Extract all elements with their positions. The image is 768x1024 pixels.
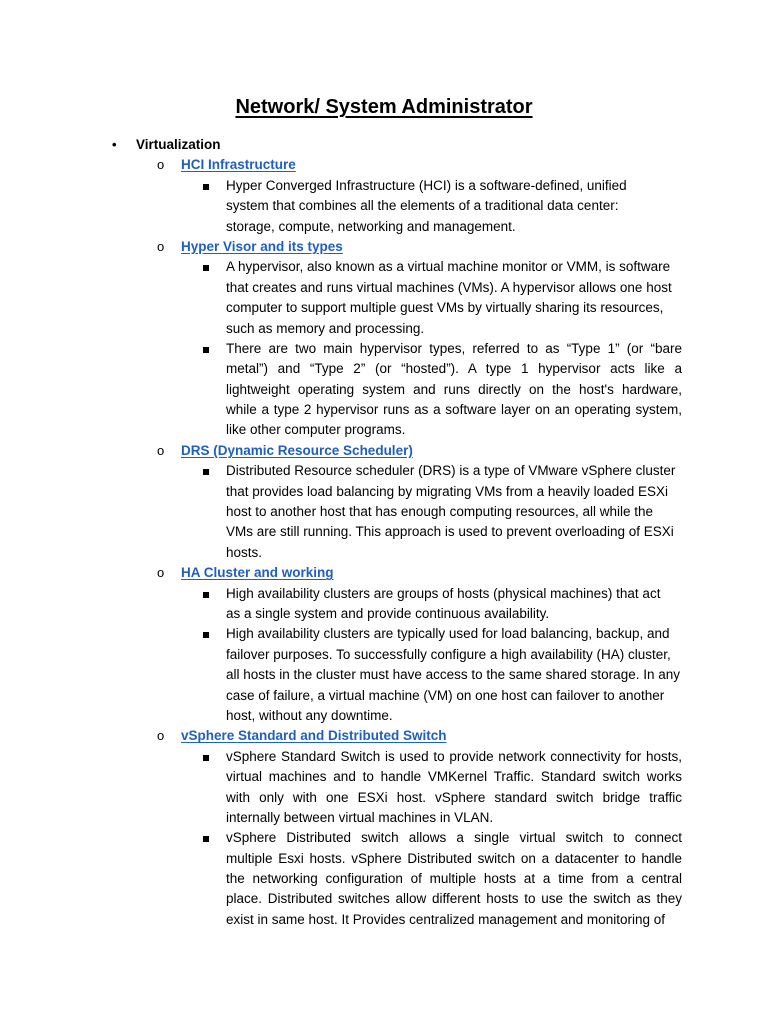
paragraph-line: A hypervisor, also known as a virtual machine monitor or VMM, is software [226,259,671,275]
bullet-item [112,747,682,829]
bullet-list [112,747,682,931]
paragraph-line: system that combines all the elements of a traditional data center: [226,198,619,214]
paragraph-line: internally between virtual machines in VLAN. [226,809,494,825]
square-bullet-icon [203,469,209,475]
paragraph-line: host to another host that has enough computing resources, all while the [226,504,654,520]
subsection-link[interactable]: DRS (Dynamic Resource Scheduler) [181,442,413,458]
subsection-heading [112,563,682,583]
bullet-item [112,257,682,339]
paragraph-line: metal”) and “Type 2” (or “hosted”). A type 1 hypervisor acts like a [226,361,682,377]
paragraph-line: High availability clusters are groups of hosts (physical machines) that act [226,585,661,601]
subsection-heading [112,237,682,257]
square-bullet-icon [203,836,209,842]
square-bullet-icon [203,755,209,761]
subsection-bullet: o [157,565,165,581]
square-bullet-icon [203,592,209,598]
bullet-item [112,176,682,237]
page-title [0,94,768,120]
square-bullet-icon [203,265,209,271]
paragraph-line: storage, compute, networking and management. [226,218,516,234]
paragraph-line: computer to support multiple guest VMs by virtually sharing its resources, [226,300,664,316]
paragraph-line: that provides load balancing by migrating VMs from a heavily loaded ESXi [226,483,668,499]
bullet-item [112,461,682,563]
subsection-heading [112,155,682,175]
bullet-item [112,584,682,625]
section-label: Virtualization [136,137,221,152]
paragraph-line: like other computer programs. [226,422,406,438]
subsection-bullet: o [157,238,165,254]
paragraph-line: vSphere Standard Switch is used to provide network connectivity for hosts, [226,748,682,764]
paragraph-line: exist in same host. It Provides centralized management and monitoring of [226,911,665,927]
paragraph-line: case of failure, a virtual machine (VM) on one host can failover to another [226,687,665,703]
paragraph-line: vSphere Distributed switch allows a single virtual switch to connect [226,830,682,846]
paragraph-line: There are two main hypervisor types, referred to as “Type 1” (or “bare [226,340,682,356]
subsection-link[interactable]: HCI Infrastructure [181,157,296,173]
subsection-bullet: o [157,442,165,458]
square-bullet-icon [203,184,209,190]
subsection-link[interactable]: Hyper Visor and its types [181,238,343,254]
subsection-bullet: o [157,157,165,173]
paragraph-line: place. Distributed switches allow different hosts to use the switch as they [226,891,682,907]
paragraph-line: VMs are still running. This approach is used to prevent overloading of ESXi [226,524,674,540]
paragraph-line: virtual machines and to handle VMKernel Traffic. Standard switch works [226,769,682,785]
paragraph-line: host, without any downtime. [226,707,393,723]
paragraph-line: with only with one ESXi host. vSphere standard switch bridge traffic [226,789,682,805]
paragraph-line: as a single system and provide continuous availability. [226,605,550,621]
paragraph-line: High availability clusters are typically used for load balancing, backup, and [226,626,670,642]
section-list [112,135,682,930]
subsection-bullet: o [157,728,165,744]
subsection-heading [112,441,682,461]
bullet-list [112,257,682,441]
paragraph-line: while a type 2 hypervisor runs as a software layer on an operating system, [226,402,682,418]
paragraph-line: Hyper Converged Infrastructure (HCI) is a software-defined, unified [226,177,627,193]
bullet-item [112,624,682,726]
section-bullet: • [112,137,117,152]
paragraph-line: hosts. [226,544,263,560]
bullet-item [112,339,682,441]
bullet-list [112,176,682,237]
subsection-list [112,155,682,930]
page-title-text: Network/ System Administrator [235,96,533,118]
section-heading [112,135,682,155]
bullet-list [112,584,682,727]
subsection-heading [112,726,682,746]
subsection-link[interactable]: vSphere Standard and Distributed Switch [181,728,447,744]
square-bullet-icon [203,347,209,353]
paragraph-line: Distributed Resource scheduler (DRS) is a type of VMware vSphere cluster [226,463,676,479]
paragraph-line: multiple Esxi hosts. vSphere Distributed switch on a datacenter to handle [226,850,682,866]
paragraph-line: the networking configuration of multiple hosts at a time from a central [226,871,682,887]
square-bullet-icon [203,632,209,638]
paragraph-line: failover purposes. To successfully configure a high availability (HA) cluster, [226,646,671,662]
paragraph-line: such as memory and processing. [226,320,425,336]
paragraph-line: lightweight operating system and runs directly on the host's hardware, [226,381,682,397]
bullet-item [112,828,682,930]
paragraph-line: all hosts in the cluster must have access to the same shared storage. In any [226,667,680,683]
subsection-link[interactable]: HA Cluster and working [181,565,334,581]
paragraph-line: that creates and runs virtual machines (VMs). A hypervisor allows one host [226,279,672,295]
bullet-list [112,461,682,563]
